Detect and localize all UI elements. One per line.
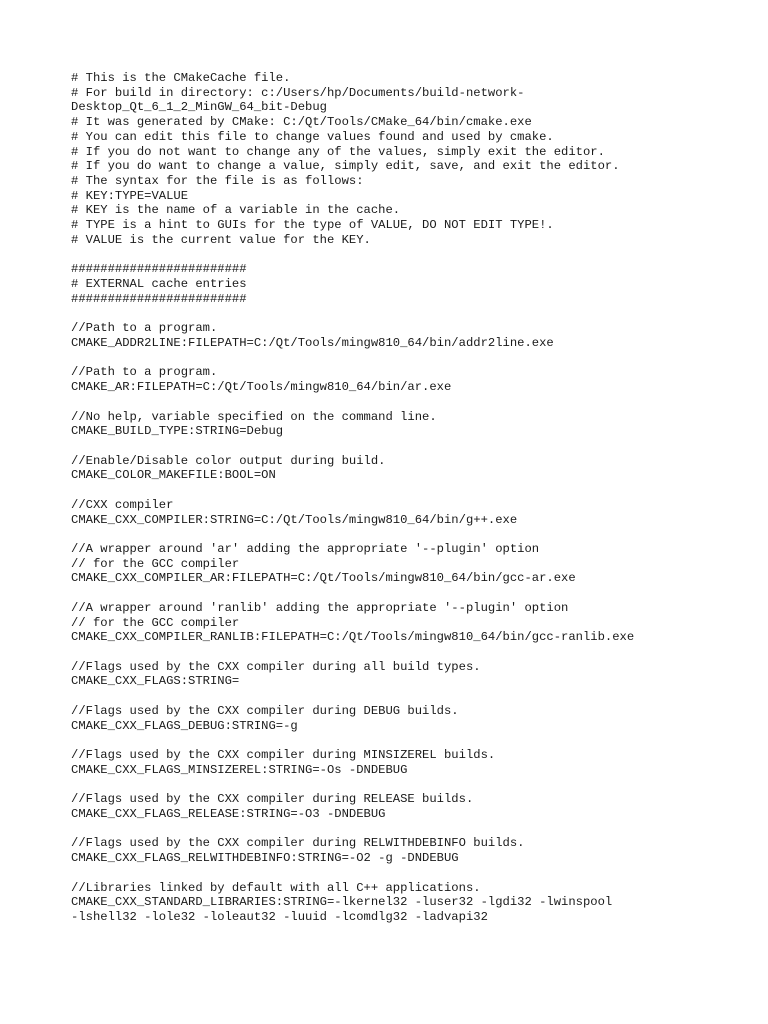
header-comment-line: # It was generated by CMake: C:/Qt/Tools/CMake_64/bin/cmake.exe [71, 115, 532, 130]
header-comment-line: # The syntax for the file is as follows: [71, 174, 364, 189]
header-comment-line: # KEY:TYPE=VALUE [71, 188, 189, 203]
entry-comment-line: //Flags used by the CXX compiler during RELEASE builds. [71, 792, 474, 807]
blank-line [71, 307, 761, 322]
blank-line [71, 248, 761, 263]
blank-line [71, 483, 761, 498]
blank-line [71, 778, 761, 793]
entry-comment-line: //Libraries linked by default with all C++ applications. [71, 880, 481, 895]
blank-line [71, 439, 761, 454]
entry-comment-line: //CXX compiler [71, 497, 174, 512]
header-comment-line: # VALUE is the current value for the KEY. [71, 232, 371, 247]
header-comment-line: # If you do want to change a value, simply edit, save, and exit the editor. [71, 159, 620, 174]
blank-line [71, 586, 761, 601]
header-comment-line: # For build in directory: c:/Users/hp/Documents/build-network- [71, 85, 525, 100]
document-page [71, 71, 761, 925]
cache-entry-line: CMAKE_CXX_FLAGS_DEBUG:STRING=-g [71, 718, 298, 733]
cache-entry-line: CMAKE_BUILD_TYPE:STRING=Debug [71, 424, 284, 439]
cache-entry-line: CMAKE_CXX_COMPILER:STRING=C:/Qt/Tools/mingw810_64/bin/g++.exe [71, 512, 518, 527]
cache-entry-line: CMAKE_CXX_COMPILER_RANLIB:FILEPATH=C:/Qt/Tools/mingw810_64/bin/gcc-ranlib.exe [71, 630, 635, 645]
cache-entry-line: CMAKE_CXX_FLAGS_RELWITHDEBINFO:STRING=-O2 -g -DNDEBUG [71, 851, 459, 866]
header-comment-line: # EXTERNAL cache entries [71, 277, 247, 292]
entry-comment-line: //Flags used by the CXX compiler during RELWITHDEBINFO builds. [71, 836, 525, 851]
entry-comment-line: //Flags used by the CXX compiler during MINSIZEREL builds. [71, 748, 496, 763]
cache-entry-line: -lshell32 -lole32 -loleaut32 -luuid -lcomdlg32 -ladvapi32 [71, 909, 488, 924]
blank-line [71, 645, 761, 660]
blank-line [71, 733, 761, 748]
header-comment-line: # TYPE is a hint to GUIs for the type of VALUE, DO NOT EDIT TYPE!. [71, 218, 554, 233]
blank-line [71, 822, 761, 837]
entry-comment-line: //A wrapper around 'ranlib' adding the appropriate '--plugin' option [71, 600, 569, 615]
header-comment-line: ######################## [71, 291, 247, 306]
entry-comment-line: // for the GCC compiler [71, 615, 240, 630]
header-comment-line: # If you do not want to change any of the values, simply exit the editor. [71, 144, 605, 159]
blank-line [71, 395, 761, 410]
entry-comment-line: //Flags used by the CXX compiler during DEBUG builds. [71, 703, 459, 718]
entry-comment-line: //Path to a program. [71, 321, 218, 336]
header-comment-line: # This is the CMakeCache file. [71, 71, 291, 85]
cache-entry-line: CMAKE_CXX_COMPILER_AR:FILEPATH=C:/Qt/Tools/mingw810_64/bin/gcc-ar.exe [71, 571, 576, 586]
cache-entry-line: CMAKE_CXX_FLAGS_RELEASE:STRING=-O3 -DNDEBUG [71, 806, 386, 821]
cache-entry-line: Desktop_Qt_6_1_2_MinGW_64_bit-Debug [71, 100, 327, 115]
header-comment-line: ######################## [71, 262, 247, 277]
entry-comment-line: // for the GCC compiler [71, 556, 240, 571]
header-comment-line: # KEY is the name of a variable in the cache. [71, 203, 401, 218]
cache-entry-line: CMAKE_CXX_STANDARD_LIBRARIES:STRING=-lkernel32 -luser32 -lgdi32 -lwinspool [71, 895, 613, 910]
entry-comment-line: //A wrapper around 'ar' adding the appropriate '--plugin' option [71, 542, 540, 556]
cache-entry-line: CMAKE_ADDR2LINE:FILEPATH=C:/Qt/Tools/mingw810_64/bin/addr2line.exe [71, 335, 554, 350]
cache-entry-line: CMAKE_CXX_FLAGS_MINSIZEREL:STRING=-Os -DNDEBUG [71, 762, 408, 777]
blank-line [71, 866, 761, 881]
entry-comment-line: //No help, variable specified on the command line. [71, 409, 437, 424]
cache-entry-line: CMAKE_CXX_FLAGS:STRING= [71, 674, 240, 689]
cache-entry-line: CMAKE_COLOR_MAKEFILE:BOOL=ON [71, 468, 276, 483]
entry-comment-line: //Flags used by the CXX compiler during all build types. [71, 659, 481, 674]
entry-comment-line: //Enable/Disable color output during build. [71, 453, 386, 468]
entry-comment-line: //Path to a program. [71, 365, 218, 380]
header-comment-line: # You can edit this file to change values found and used by cmake. [71, 129, 554, 144]
cache-entry-line: CMAKE_AR:FILEPATH=C:/Qt/Tools/mingw810_64/bin/ar.exe [71, 380, 452, 395]
blank-line [71, 689, 761, 704]
blank-line [71, 527, 761, 542]
blank-line [71, 351, 761, 366]
